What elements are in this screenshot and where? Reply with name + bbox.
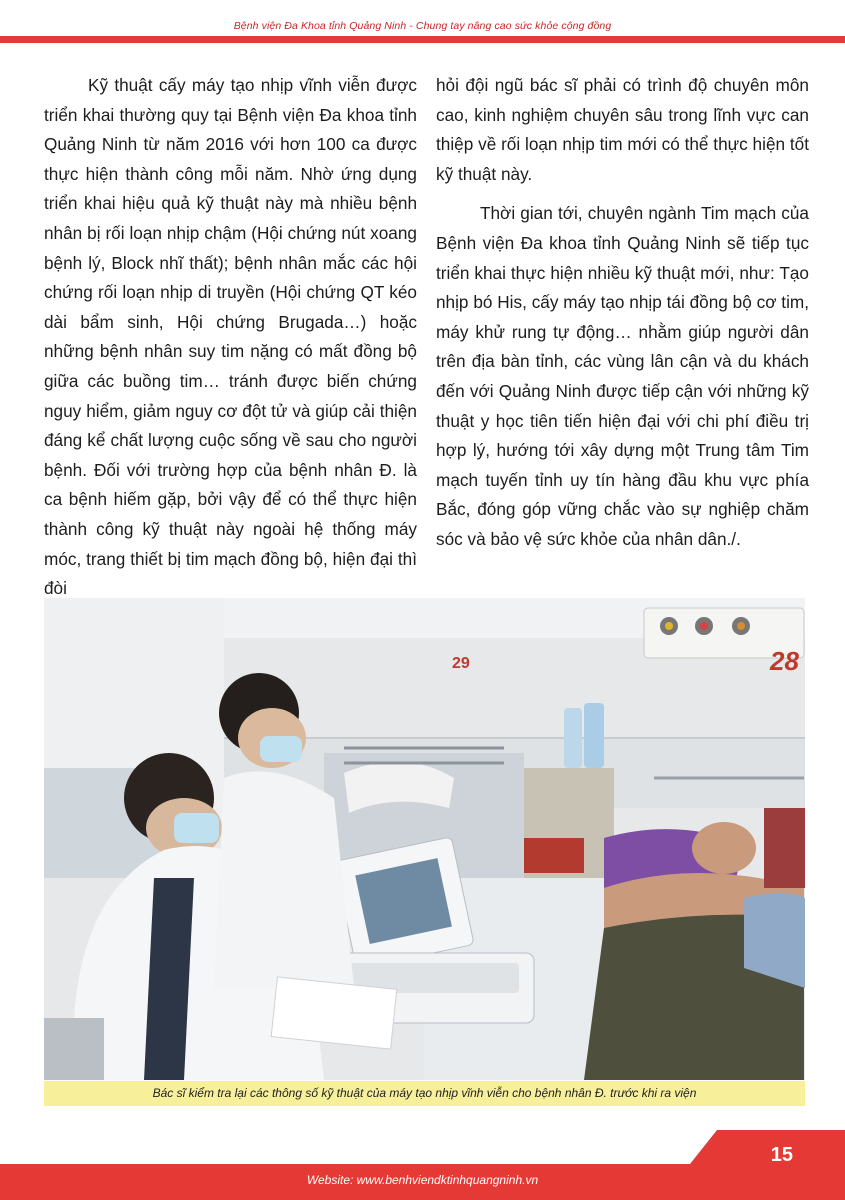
article-paragraph: Kỹ thuật cấy máy tạo nhịp vĩnh viễn được triển khai thường quy tại Bệnh viện Đa khoa tỉnh Quảng Ninh từ năm 2016 với hơn 100 ca được thực hiện thành công mỗi năm. Nhờ ứng dụng triển khai hiệu quả kỹ thuật này mà nhiều bệnh nhân bị rối loạn nhịp chậm (Hội chứng nút xoang bệnh lý, Block nhĩ thất); bệnh nhân mắc các hội chứng rối loạn nhịp di truyền (Hội chứng QT kéo dài bẩm sinh, Hội chứng Brugada…) hoặc những bệnh nhân suy tim nặng có mất đồng bộ giữa các buồng tim… tránh được biến chứng nguy hiểm, giảm nguy cơ đột tử và giúp cải thiện đáng kể chất lượng cuộc sống về sau cho người bệnh. Đối với trường hợp của bệnh nhân Đ. là ca bệnh hiếm gặp, bởi vậy để có thể thực hiện thành công kỹ thuật này ngoài hệ thống máy móc, trang thiết bị tim mạch đồng bộ, hiện đại thì đòi: [44, 75, 417, 599]
page-number: 15: [770, 1144, 793, 1166]
header-accent-bar: [0, 36, 845, 43]
photo-caption: Bác sĩ kiểm tra lại các thông số kỹ thuật của máy tạo nhịp vĩnh viễn cho bệnh nhân Đ. trước khi ra viện: [44, 1081, 805, 1106]
page-footer: [0, 1130, 845, 1200]
footer-bar-shape: [0, 1130, 845, 1200]
bed-number-29: 29: [452, 655, 470, 672]
bed-number-28: 28: [770, 646, 799, 676]
article-right-column: [436, 71, 809, 555]
article-paragraph: hỏi đội ngũ bác sĩ phải có trình độ chuyên môn cao, kinh nghiệm chuyên sâu trong lĩnh vực can thiệp về rối loạn nhịp tim mới có thể thực hiện tốt kỹ thuật này.: [436, 75, 809, 184]
footer-website: Website: www.benhviendktinhquangninh.vn: [306, 1173, 539, 1187]
header-tagline: Bệnh viện Đa Khoa tỉnh Quảng Ninh - Chung tay nâng cao sức khỏe cộng đồng: [233, 20, 612, 32]
article-photo: [44, 598, 805, 1080]
article-paragraph: Thời gian tới, chuyên ngành Tim mạch của Bệnh viện Đa khoa tỉnh Quảng Ninh sẽ tiếp tục triển khai thực hiện nhiều kỹ thuật mới, như: Tạo nhịp bó His, cấy máy tạo nhịp tái đồng bộ cơ tim, máy khử rung tự động… nhằm giúp người dân trên địa bàn tỉnh, các vùng lân cận và du khách đến với Quảng Ninh được tiếp cận với những kỹ thuật y học tiên tiến hiện đại với chi phí điều trị hợp lý, hướng tới xây dựng một Trung tâm Tim mạch tuyến tỉnh uy tín hàng đầu khu vực phía Bắc, đóng góp vững chắc vào sự nghiệp chăm sóc và bảo vệ sức khỏe của nhân dân./.: [436, 203, 809, 549]
article-left-column: [44, 71, 417, 604]
page-header: [0, 0, 845, 44]
